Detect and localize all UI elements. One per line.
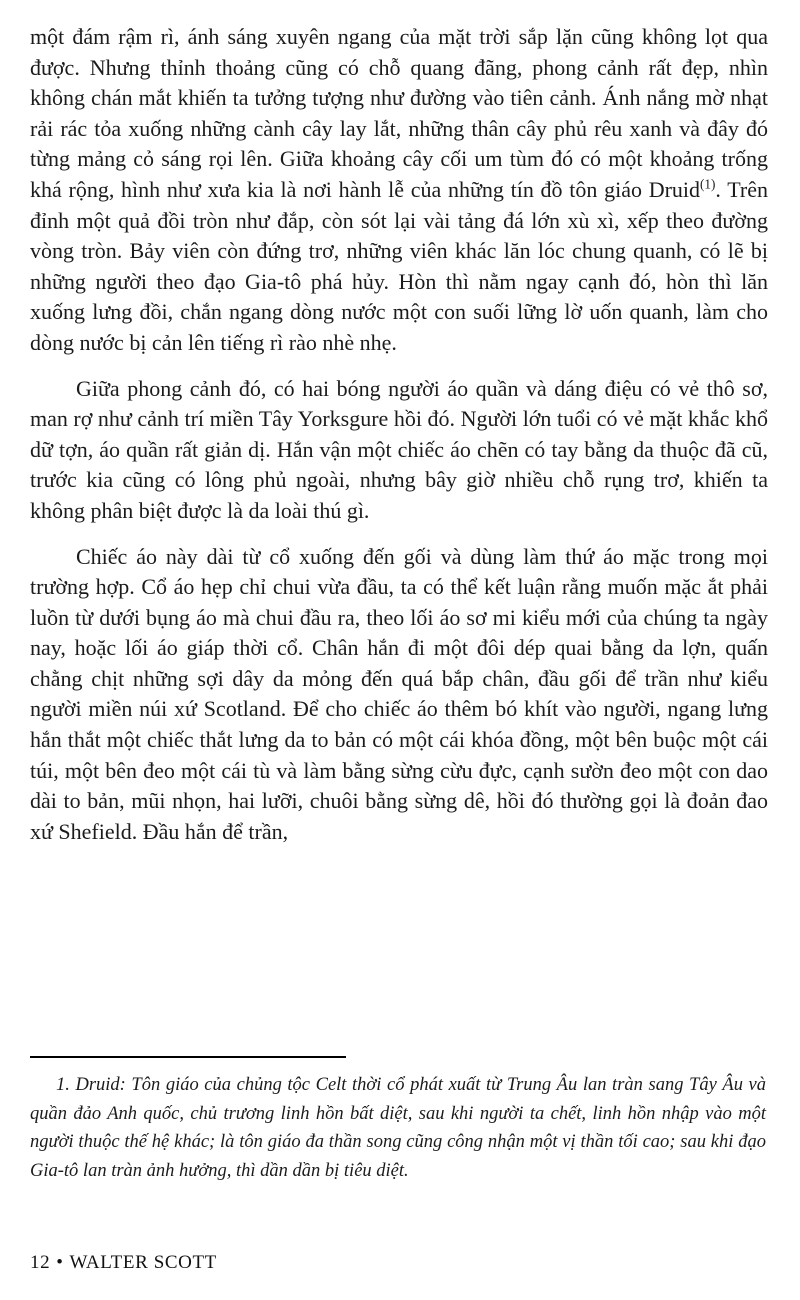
footnote-section [30, 1056, 766, 1185]
page-footer [30, 1252, 217, 1274]
paragraph: Chiếc áo này dài từ cổ xuống đến gối và dùng làm thứ áo mặc trong mọi trường hợp. Cổ áo hẹp chỉ chui vừa đầu, ta có thể kết luận rằng muốn mặc ắt phải luồn từ dưới bụng áo mà chui đầu ra, theo lối áo sơ mi kiểu mới của chúng ta ngày nay, hoặc lối áo giáp thời cổ. Chân hắn đi một đôi dép quai bằng da lợn, quấn chằng chịt những sợi dây da mỏng đến quá bắp chân, đầu gối để trần như kiểu người miền núi xứ Scotland. Để cho chiếc áo thêm bó khít vào người, ngang lưng hắn thắt một chiếc thắt lưng da to bản có một cái khóa đồng, một bên buộc một cái túi, một bên đeo một cái tù và làm bằng sừng cừu đực, cạnh sườn đeo một con dao dài to bản, mũi nhọn, hai lưỡi, chuôi bằng sừng dê, hồi đó thường gọi là đoản đao xứ Shefield. Đầu hắn để trần, [30, 543, 768, 844]
footer-separator: • [56, 1252, 64, 1273]
author-name: WALTER SCOTT [69, 1252, 217, 1273]
footnote-divider-rule [30, 1056, 346, 1058]
page-number: 12 [30, 1252, 51, 1273]
footnote-text: 1. Druid: Tôn giáo của chủng tộc Celt thời cổ phát xuất từ Trung Âu lan tràn sang Tây Âu và quần đảo Anh quốc, chủ trương linh hồn bất diệt, sau khi người ta chết, linh hồn nhập vào một người thuộc thế hệ khác; là tôn giáo đa thần song cũng công nhận một vị thần tối cao; sau khi đạo Gia-tô lan tràn ảnh hưởng, thì dần dần bị tiêu diệt. [30, 1075, 766, 1181]
paragraph: Giữa phong cảnh đó, có hai bóng người áo quần và dáng điệu có vẻ thô sơ, man rợ như cảnh trí miền Tây Yorksgure hồi đó. Người lớn tuổi có vẻ mặt khắc khổ dữ tợn, áo quần rất giản dị. Hắn vận một chiếc áo chẽn có tay bằng da thuộc đã cũ, trước kia cũng có lông phủ ngoài, nhưng bây giờ nhiều chỗ rụng trơ, khiến ta không phân biệt được là da loài thú gì. [30, 375, 768, 523]
paragraph [30, 22, 768, 359]
paragraph-text: . Trên đỉnh một quả đồi tròn như đắp, còn sót lại vài tảng đá lớn xù xì, xếp theo đường vòng tròn. Bảy viên còn đứng trơ, những viên khác lăn lóc chung quanh, có lẽ bị những người theo đạo Gia-tô phá hủy. Hòn thì nằm ngay cạnh đó, hòn thì lăn xuống lưng đồi, chắn ngang dòng nước một con suối lững lờ uốn quanh, làm cho dòng nước bị cản lên tiếng rì rào nhè nhẹ. [30, 176, 769, 355]
paragraph-text: một đám rậm rì, ánh sáng xuyên ngang của mặt trời sắp lặn cũng không lọt qua được. Nhưng thỉnh thoảng cũng có chỗ quang đãng, phong cảnh rất đẹp, nhìn không chán mắt khiến ta tưởng tượng như đường vào tiên cảnh. Ánh nắng mờ nhạt rải rác tỏa xuống những cành cây lay lắt, những thân cây phủ rêu xanh và đây đó từng mảng cỏ sáng rọi lên. Giữa khoảng cây cối um tùm đó có một khoảng trống khá rộng, hình như xưa kia là nơi hành lễ của những tín đồ tôn giáo Druid [30, 24, 768, 202]
footnote-reference-marker: (1) [700, 176, 716, 192]
page-body [30, 22, 768, 847]
